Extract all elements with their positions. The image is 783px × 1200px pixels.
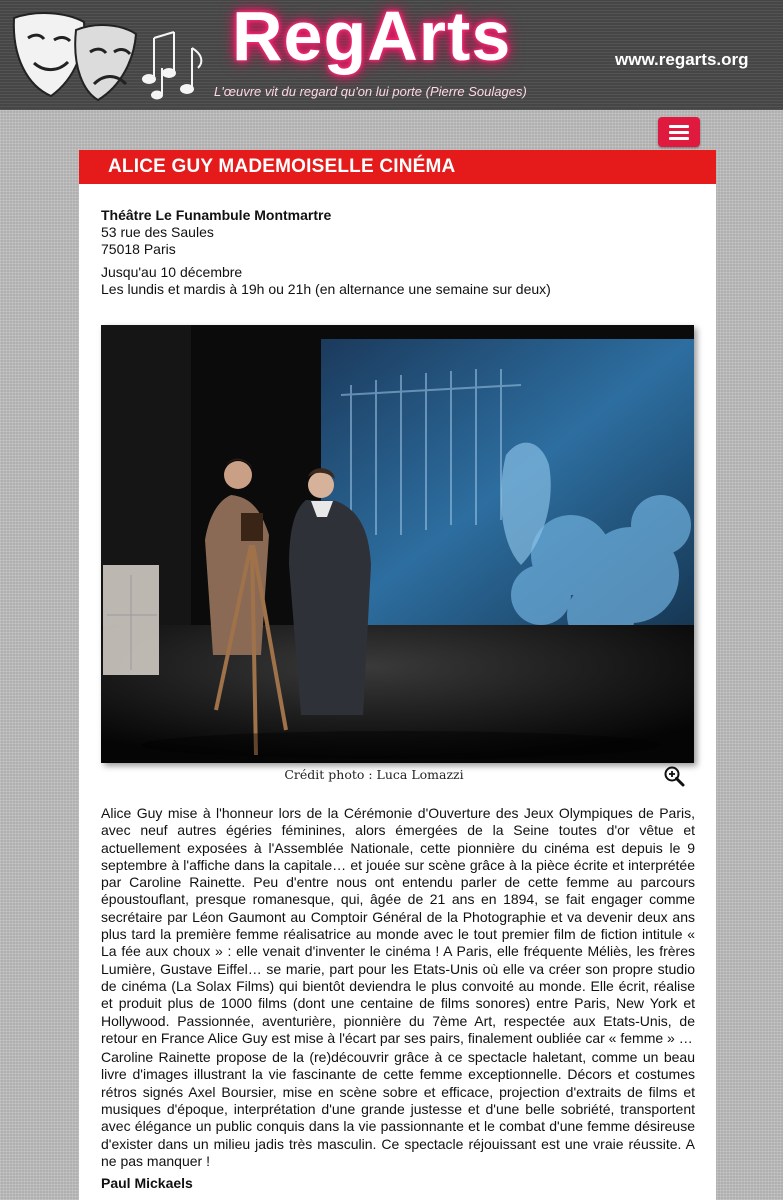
site-url[interactable]: www.regarts.org [615, 50, 749, 69]
stage-photo-image [101, 325, 694, 763]
site-tagline: L'œuvre vit du regard qu'on lui porte (Pierre Soulages) [214, 84, 527, 99]
music-notes-icon [140, 28, 208, 102]
venue-name: Théâtre Le Funambule Montmartre [101, 207, 332, 223]
hamburger-menu-icon [669, 125, 689, 128]
page-title: ALICE GUY MADEMOISELLE CINÉMA [108, 156, 456, 177]
stage-photo[interactable] [101, 325, 694, 763]
article-container [79, 150, 716, 1200]
title-bar [79, 150, 716, 184]
photo-credit: Crédit photo : Luca Lomazzi [284, 767, 464, 782]
event-schedule: Les lundis et mardis à 19h ou 21h (en alternance une semaine sur deux) [101, 281, 551, 297]
address-line-2: 75018 Paris [101, 241, 176, 257]
article-author: Paul Mickaels [101, 1175, 193, 1192]
site-title[interactable]: RegArts [232, 0, 512, 75]
address-line-1: 53 rue des Saules [101, 224, 214, 240]
hamburger-menu-icon-bar [669, 131, 689, 134]
menu-button[interactable] [658, 117, 700, 147]
hamburger-menu-icon-bar [669, 137, 689, 140]
theatre-masks-logo-icon [6, 8, 141, 104]
article-paragraph: Alice Guy mise à l'honneur lors de la Cérémonie d'Ouverture des Jeux Olympiques de Paris, avec neuf autres égéries féminines, alors émergées de la Seine toutes d'or vêtue et actuellement exposées à l'Assemblée Nationale, cette pionnière du cinéma est depuis le 9 septembre à l'affiche dans la capitale… et jouée sur scène grâce à la pièce écrite et interprétée par Caroline Rainette. Peu d'entre nous ont entendu parler de cette femme au parcours époustouflant, presque romanesque, qui, âgée de 21 ans en 1894, se fait engager comme secrétaire par Léon Gaumont au Comptoir Général de la Photographie et va devenir deux ans plus tard la première femme réalisatrice au monde avec le tout premier film de fiction intitule « La fée aux choux » : elle venait d'inventer le cinéma ! A Paris, elle fréquente Méliès, les frères Lumière, Gustave Eiffel… se marie, part pour les Etats-Unis où elle va créer son propre studio de cinéma (La Solax Films) qui bientôt deviendra le plus convoité au monde. Elle écrit, réalise et produit plus de 1000 films (dont une centaine de films sonores) entre Paris, New York et Hollywood. Passionnée, aventurière, pionnière du 7ème Art, respectée aux Etats-Unis, de retour en France Alice Guy est mise à l'écart par ses pairs, finalement oubliée car « femme » … [101, 805, 695, 1046]
site-header [0, 0, 783, 110]
event-dates: Jusqu'au 10 décembre [101, 264, 243, 280]
event-info [101, 207, 701, 298]
article-paragraph: Caroline Rainette propose de la (re)découvrir grâce à ce spectacle haletant, comme un beau livre d'images illustrant la vie fascinante de cette femme exceptionnelle. Décors et costumes rétros signés Axel Boursier, mise en scène sobre et efficace, projection d'extraits de films et musiques d'époque, interprétation d'une grande justesse et d'une belle sobriété, transportent avec élégance un public conquis dans la vie passionnante et le combat d'une femme désireuse d'exister dans un milieu jadis très masculin. Ce spectacle réjouissant est une vraie réussite. A ne pas manquer ! [101, 1049, 695, 1169]
article-body [101, 805, 695, 1193]
zoom-in-icon[interactable] [663, 765, 685, 787]
